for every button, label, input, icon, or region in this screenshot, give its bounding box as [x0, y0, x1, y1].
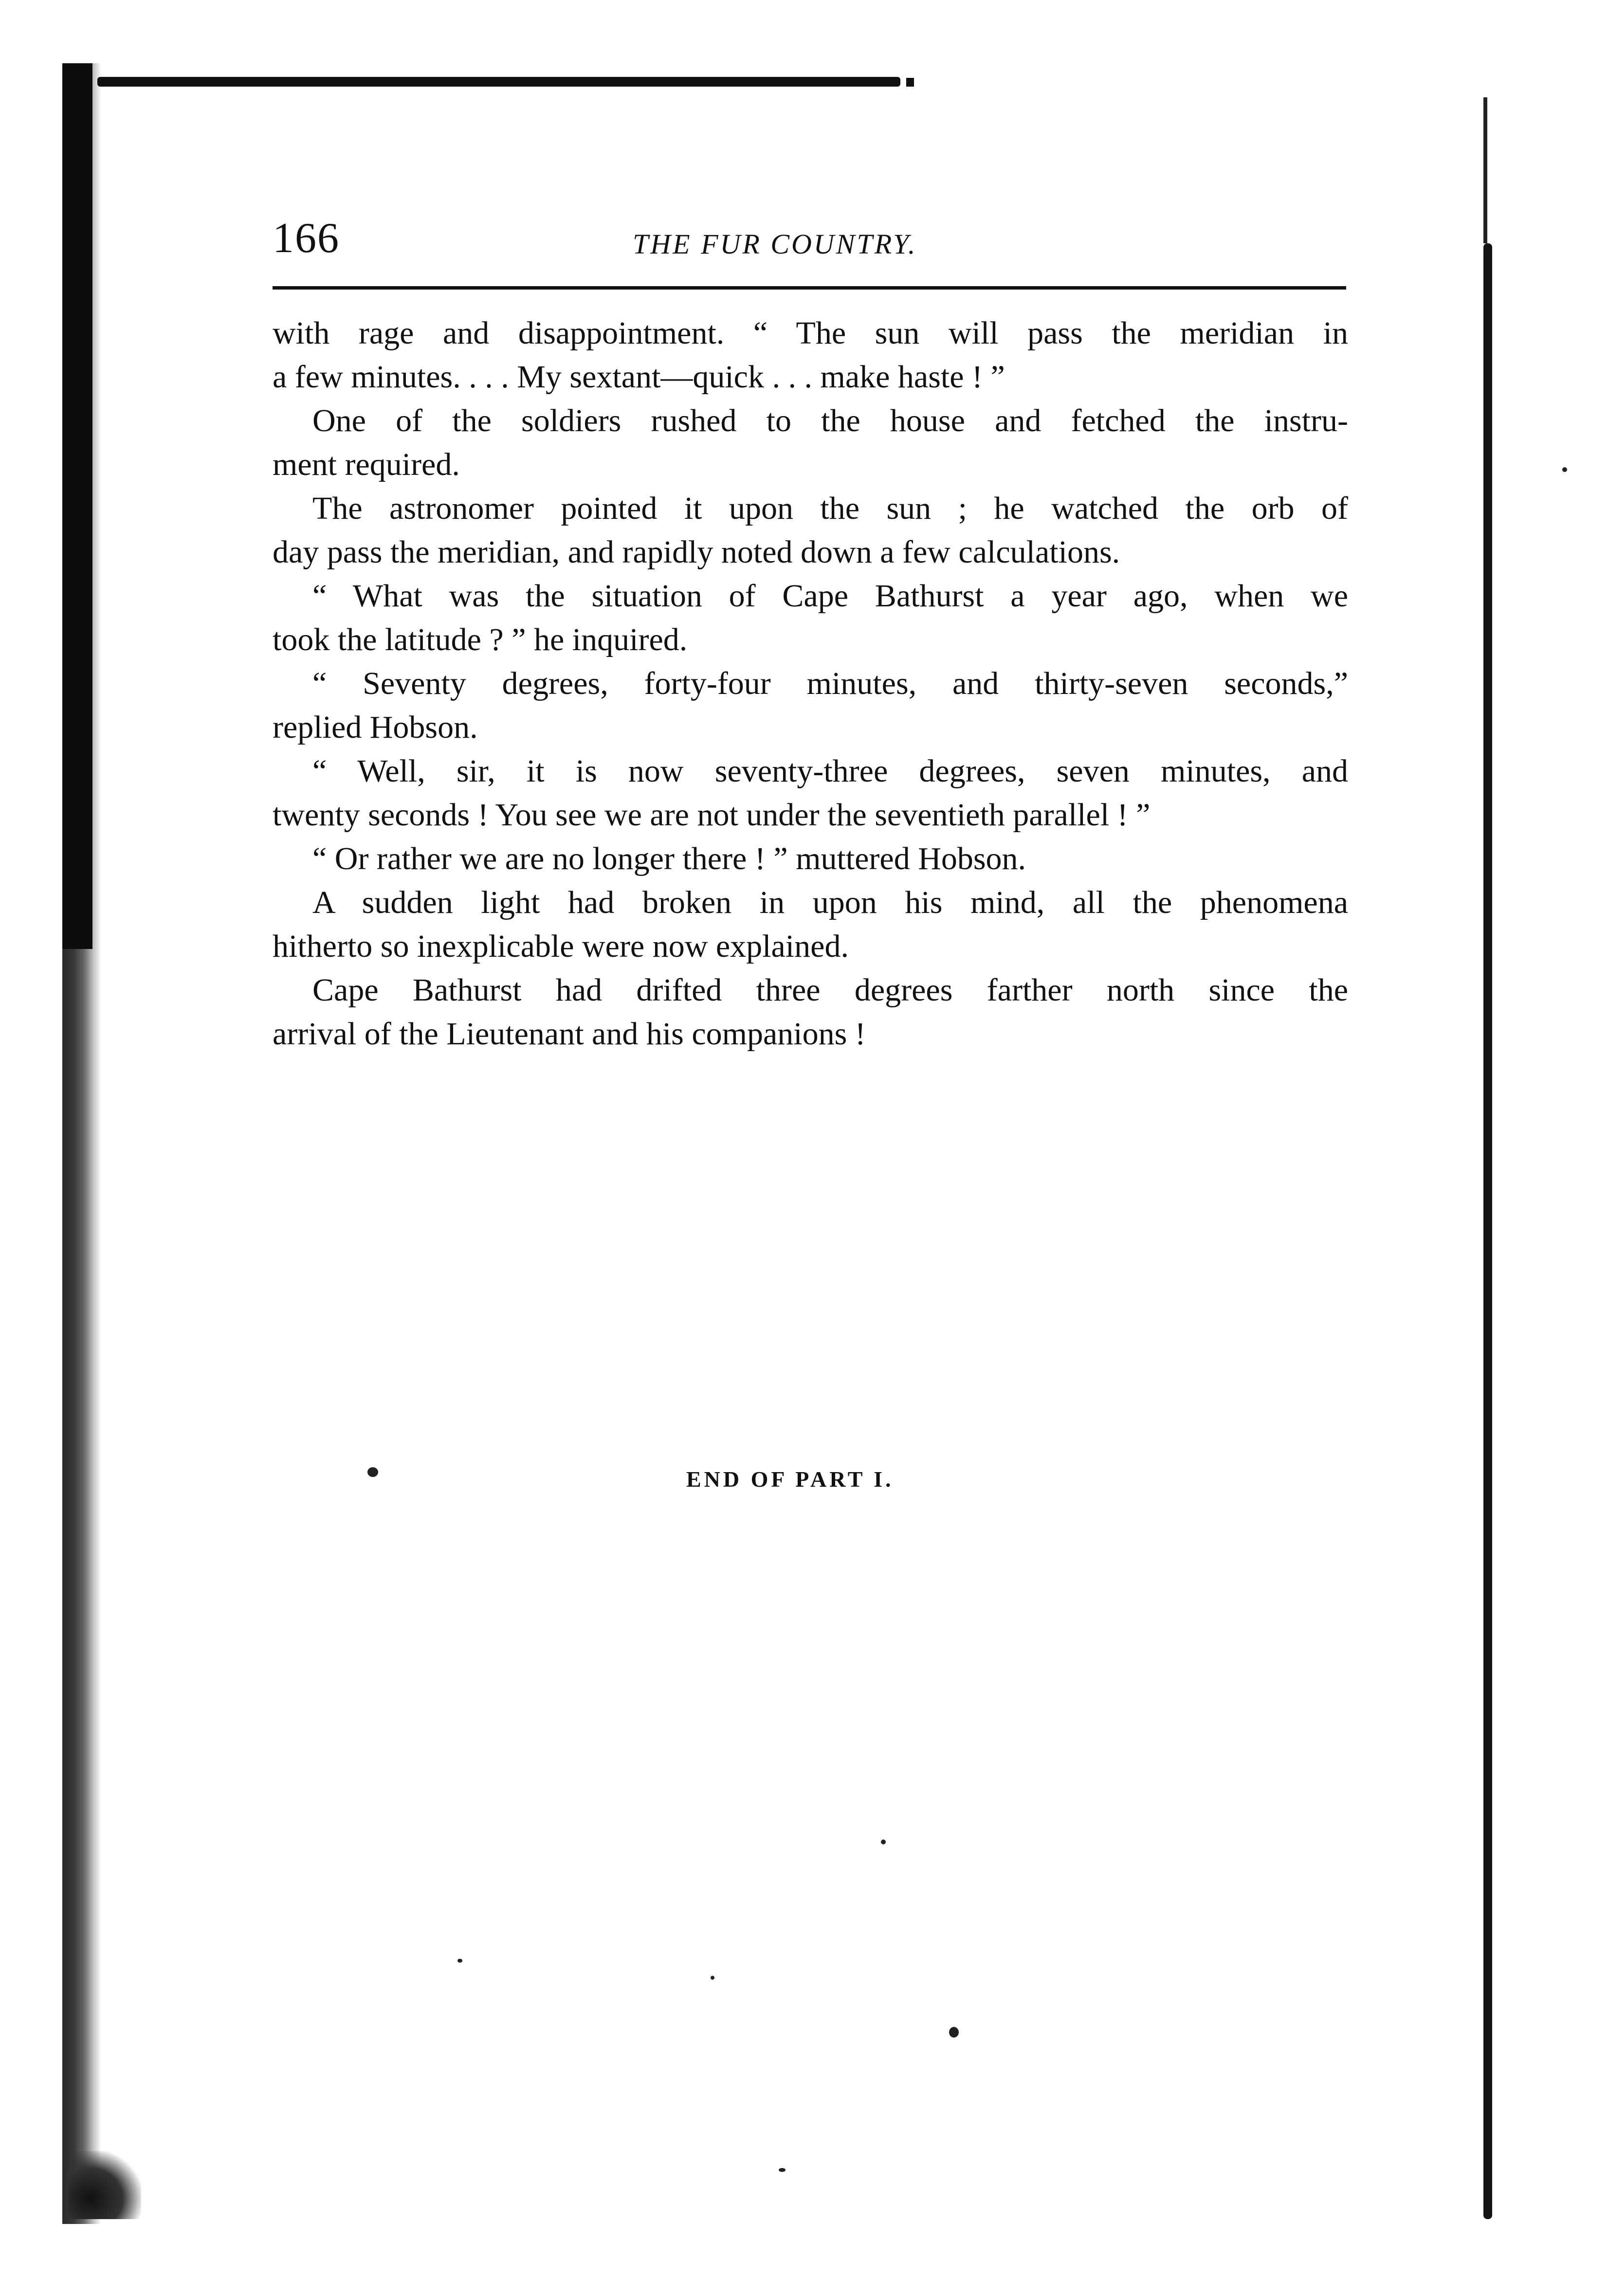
text-line: “ What was the situation of Cape Bathurst a year ago, when we	[312, 578, 1348, 614]
page-top-edge-mark	[906, 78, 914, 87]
text-line: arrival of the Lieutenant and his companions !	[273, 1016, 866, 1052]
text-line: a few minutes. . . . My sextant—quick . . . make haste ! ”	[273, 359, 1005, 395]
body-text	[273, 311, 1348, 1056]
page-binding-corner-shadow	[68, 2151, 141, 2219]
page-right-edge-line	[1483, 243, 1492, 2219]
header-rule	[273, 286, 1346, 290]
text-line: took the latitude ? ” he inquired.	[273, 622, 688, 657]
page-right-edge-top-line	[1483, 97, 1487, 243]
scan-speck	[949, 2027, 959, 2038]
book-title: THE FUR COUNTRY.	[633, 228, 917, 260]
text-line: One of the soldiers rushed to the house and fetched the instru-	[312, 403, 1348, 438]
text-line: replied Hobson.	[273, 710, 478, 745]
scan-speck	[367, 1467, 378, 1477]
text-line: twenty seconds ! You see we are not under the seventieth parallel ! ”	[273, 797, 1151, 833]
scan-speck	[779, 2168, 786, 2172]
text-line: hitherto so inexplicable were now explained.	[273, 929, 849, 964]
running-head	[273, 214, 1343, 273]
page-top-edge-rule	[97, 77, 900, 87]
text-line: “ Or rather we are no longer there ! ” muttered Hobson.	[312, 841, 1026, 876]
text-line: Cape Bathurst had drifted three degrees farther north since the	[312, 972, 1348, 1008]
text-line: “ Well, sir, it is now seventy-three degrees, seven minutes, and	[312, 753, 1348, 789]
scan-speck	[711, 1976, 714, 1980]
text-line: The astronomer pointed it upon the sun ; he watched the orb of	[312, 491, 1348, 526]
text-line: A sudden light had broken in upon his mind, all the phenomena	[312, 885, 1348, 920]
end-of-part-label: END OF PART I.	[686, 1467, 894, 1492]
text-line: “ Seventy degrees, forty-four minutes, and thirty-seven seconds,”	[312, 666, 1348, 701]
scan-speck	[881, 1840, 886, 1844]
scan-speck	[1562, 467, 1567, 472]
text-line: ment required.	[273, 447, 460, 482]
page-number: 166	[273, 215, 340, 262]
text-line: day pass the meridian, and rapidly noted down a few calculations.	[273, 534, 1120, 570]
page-binding-dark-band	[62, 63, 92, 949]
scan-speck	[457, 1959, 462, 1963]
text-line: with rage and disappointment. “ The sun will pass the meridian in	[273, 315, 1348, 351]
